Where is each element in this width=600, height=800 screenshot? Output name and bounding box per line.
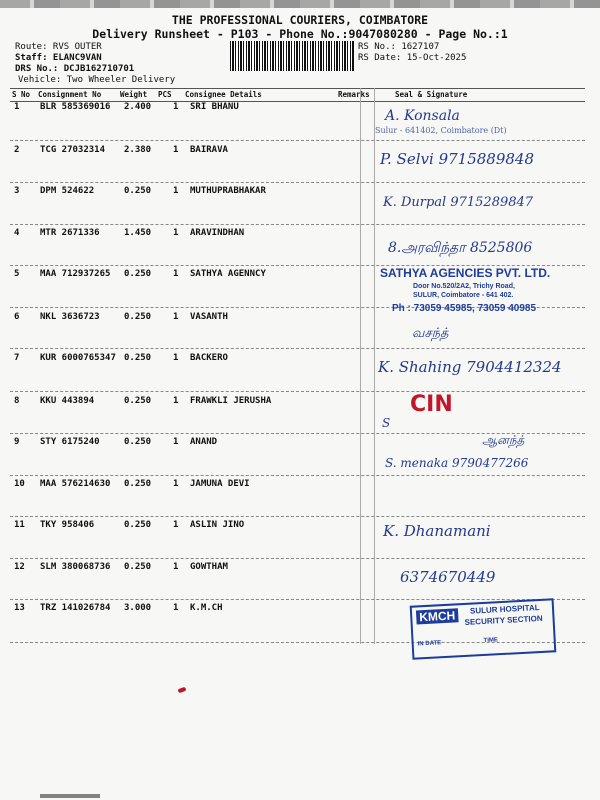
row-consignee: MUTHUPRABHAKAR xyxy=(190,186,266,196)
row-consignment: STY 6175240 xyxy=(40,437,100,447)
signature-2: P. Selvi 9715889848 xyxy=(380,150,535,168)
row-sno: 4 xyxy=(14,228,20,238)
row-sno: 5 xyxy=(14,269,20,279)
row-pcs: 1 xyxy=(173,562,179,572)
row-consignee: SRI BHANU xyxy=(190,102,239,112)
row-consignment: MTR 2671336 xyxy=(40,228,100,238)
signature-12: 6374670449 xyxy=(400,568,496,586)
row-consignment: DPM 524622 xyxy=(40,186,95,196)
row-consignment: SLM 380068736 xyxy=(40,562,111,572)
row-weight: 2.400 xyxy=(124,102,152,112)
kmch-line1: SULUR HOSPITAL xyxy=(469,603,540,616)
row-sno: 3 xyxy=(14,186,20,196)
row-consignment: MAA 576214630 xyxy=(40,479,111,489)
stamp-sathya-phone: Ph : 73059 45985, 73059 40985 xyxy=(392,303,537,314)
row-consignment: KUR 6000765347 xyxy=(40,353,116,363)
row-weight: 2.380 xyxy=(124,145,152,155)
col-consignee: Consignee Details xyxy=(185,90,262,99)
kmch-line3: IN DATE xyxy=(417,640,442,648)
ink-speck xyxy=(178,687,187,693)
row-weight: 1.450 xyxy=(124,228,152,238)
row-consignee: VASANTH xyxy=(190,312,228,322)
row-sno: 12 xyxy=(14,562,25,572)
row-weight: 0.250 xyxy=(124,396,152,406)
row-sno: 8 xyxy=(14,396,20,406)
row-weight: 0.250 xyxy=(124,562,152,572)
row-sno: 6 xyxy=(14,312,20,322)
col-remarks: Remarks xyxy=(338,90,370,99)
vehicle-label: Vehicle: Two Wheeler Delivery xyxy=(18,75,176,85)
col-pcs: PCS xyxy=(158,90,172,99)
row-pcs: 1 xyxy=(173,102,179,112)
signature-divider xyxy=(374,88,375,644)
col-sno: S No xyxy=(12,90,31,99)
row-consignee: ANAND xyxy=(190,437,218,447)
row-consignment: TKY 958406 xyxy=(40,520,95,530)
route-label: Route: RVS OUTER xyxy=(15,42,102,52)
signature-6: வசந்த் xyxy=(412,326,449,341)
kmch-line4: TIME xyxy=(483,637,499,644)
row-consignee: K.M.CH xyxy=(190,603,223,613)
row-divider xyxy=(10,475,585,476)
drs-label: DRS No.: DCJB162710701 xyxy=(15,64,135,74)
signature-9: ஆனந்த் xyxy=(482,433,525,447)
row-divider xyxy=(10,391,585,392)
row-pcs: 1 xyxy=(173,312,179,322)
stamp-sathya-line2: SULUR, Coimbatore - 641 402. xyxy=(413,292,514,299)
stamp-sathya-line1: Door No.520/2A2, Trichy Road, xyxy=(413,283,515,290)
runsheet-table xyxy=(10,88,585,102)
row-pcs: 1 xyxy=(173,228,179,238)
row-pcs: 1 xyxy=(173,186,179,196)
row-divider xyxy=(10,348,585,349)
company-title: THE PROFESSIONAL COURIERS, COIMBATORE xyxy=(171,13,429,27)
row-consignee: BAIRAVA xyxy=(190,145,228,155)
row-pcs: 1 xyxy=(173,353,179,363)
row-consignee: GOWTHAM xyxy=(190,562,228,572)
table-header xyxy=(10,88,585,102)
signature-3: K. Durpal 9715289847 xyxy=(383,195,534,210)
row-consignee: JAMUNA DEVI xyxy=(190,479,250,489)
row-divider xyxy=(10,182,585,183)
remarks-divider xyxy=(360,88,361,644)
row-pcs: 1 xyxy=(173,396,179,406)
runsheet-subtitle: Delivery Runsheet - P103 - Phone No.:9047080280 - Page No.:1 xyxy=(92,27,508,41)
row-pcs: 1 xyxy=(173,479,179,489)
signature-8-mark: S xyxy=(382,416,391,430)
row-sno: 10 xyxy=(14,479,25,489)
barcode xyxy=(230,41,354,71)
col-weight: Weight xyxy=(120,90,148,99)
kmch-line2: SECURITY SECTION xyxy=(464,613,543,627)
col-consignment: Consignment No xyxy=(38,90,102,99)
kmch-brand: KMCH xyxy=(416,608,459,624)
scan-noise xyxy=(0,0,600,8)
row-divider xyxy=(10,599,585,600)
signature-7: K. Shahing 7904412324 xyxy=(378,358,562,376)
row-consignment: TCG 27032314 xyxy=(40,145,106,155)
row-sno: 9 xyxy=(14,437,20,447)
row-divider xyxy=(10,558,585,559)
row-consignment: MAA 712937265 xyxy=(40,269,111,279)
row-consignee: BACKERO xyxy=(190,353,228,363)
row-weight: 0.250 xyxy=(124,186,152,196)
row-weight: 3.000 xyxy=(124,603,152,613)
rs-number: RS No.: 1627107 xyxy=(358,42,440,52)
row-sno: 7 xyxy=(14,353,20,363)
row-consignee: FRAWKLI JERUSHA xyxy=(190,396,272,406)
row-sno: 1 xyxy=(14,102,20,112)
row-weight: 0.250 xyxy=(124,269,152,279)
row-pcs: 1 xyxy=(173,603,179,613)
signature-1: A. Konsala xyxy=(385,108,460,124)
row-weight: 0.250 xyxy=(124,437,152,447)
row-consignment: BLR 585369016 xyxy=(40,102,111,112)
stamp-sathya-title: SATHYA AGENCIES PVT. LTD. xyxy=(380,266,551,280)
kmch-stamp xyxy=(410,598,557,659)
signature-10-name: S. menaka 9790477266 xyxy=(385,456,529,470)
row-pcs: 1 xyxy=(173,145,179,155)
row-consignment: TRZ 141026784 xyxy=(40,603,111,613)
row-divider xyxy=(10,140,585,141)
rs-date: RS Date: 15-Oct-2025 xyxy=(358,53,467,63)
signature-11: K. Dhanamani xyxy=(383,522,491,540)
red-remark: CIN xyxy=(410,392,453,417)
row-consignment: KKU 443894 xyxy=(40,396,95,406)
row-weight: 0.250 xyxy=(124,312,152,322)
row-divider xyxy=(10,224,585,225)
row-weight: 0.250 xyxy=(124,520,152,530)
row-sno: 13 xyxy=(14,603,25,613)
stamp-1: Sulur - 641402, Coimbatore (Dt) xyxy=(375,126,507,135)
scan-noise-bottom xyxy=(40,794,100,798)
row-pcs: 1 xyxy=(173,520,179,530)
row-consignment: NKL 3636723 xyxy=(40,312,100,322)
staff-label: Staff: ELANC9VAN xyxy=(15,53,102,63)
row-consignee: ARAVINDHAN xyxy=(190,228,245,238)
row-weight: 0.250 xyxy=(124,479,152,489)
row-consignee: ASLIN JINO xyxy=(190,520,245,530)
col-signature: Seal & Signature xyxy=(395,90,468,99)
row-consignee: SATHYA AGENNCY xyxy=(190,269,266,279)
row-divider xyxy=(10,516,585,517)
row-sno: 2 xyxy=(14,145,20,155)
signature-4: 8.அரவிந்தா 8525806 xyxy=(388,240,533,256)
row-weight: 0.250 xyxy=(124,353,152,363)
row-pcs: 1 xyxy=(173,269,179,279)
row-sno: 11 xyxy=(14,520,25,530)
row-pcs: 1 xyxy=(173,437,179,447)
